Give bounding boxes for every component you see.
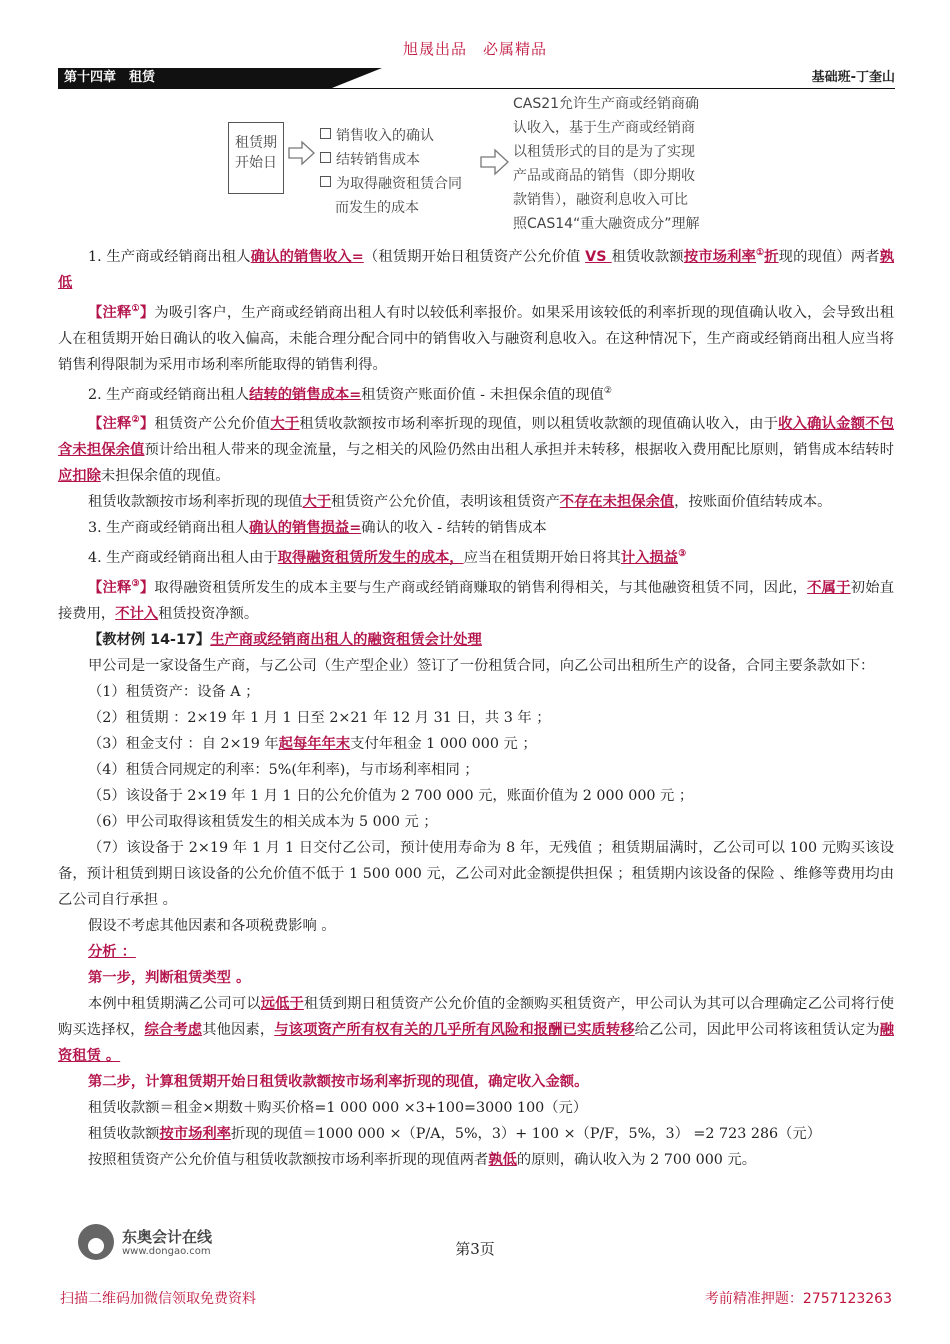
- term-1: （1）租赁资产：设备 A ；: [88, 683, 260, 700]
- flow-start-box: [228, 122, 284, 194]
- course-label: 基础班-丁奎山: [811, 70, 895, 85]
- example-intro: 甲公司是一家设备生产商，与乙公司（生产型企业）签订了一份租赁合同，向乙公司出租所生产的设备，合同主要条款如下：: [88, 657, 875, 674]
- checkbox-icon: [320, 176, 331, 187]
- page-number: 第3页: [455, 1240, 495, 1258]
- main-content: [58, 240, 894, 1173]
- chapter-title: 第十四章 租赁: [58, 68, 332, 88]
- checkbox-icon: [320, 128, 331, 139]
- right-arrow-icon: [288, 140, 316, 166]
- footer-right: 考前精准押题：2757123263: [704, 1291, 892, 1307]
- flow-item: 为取得融资租赁合同: [320, 172, 462, 196]
- flow-note: CAS21允许生产商或经销商确 认收入，基于生产商或经销商 以租赁形式的目的是为了实现 产品或商品的销售（即分期收 款销售），融资利息收入可比 照CAS14“重大融资成分”理解: [513, 96, 700, 232]
- assumption: 假设不考虑其他因素和各项税费影响 。: [88, 917, 336, 934]
- example-heading: 【教材例 14-17】生产商或经销商出租人的融资租赁会计处理: [88, 631, 482, 648]
- step-2-heading: 第二步，计算租赁期开始日租赁收款额按市场利率折现的现值，确定收入金额。: [88, 1073, 589, 1090]
- term-4: （4）租赁合同规定的利率：5%(年利率)，与市场利率相同 ；: [88, 761, 479, 778]
- flow-box-line1: 租赁期: [235, 135, 277, 151]
- note-1: 【注释①】为吸引客户，生产商或经销商出租人有时以较低利率报价。如果采用该较低的利率折现的现值确认收入，会导致出租人在租赁期开始日确认的收入偏高，未能合理分配合同中的销售收入与融资利息收入。在这种情况下，生产商或经销商出租人应当将销售利得限制为采用市场利率所能取得的销售利得。: [58, 303, 895, 373]
- term-3: （3）租金支付 ：自 2×19 年起每年年末支付年租金 1 000 000 元 ；: [88, 735, 537, 752]
- para-2: 2. 生产商或经销商出租人结转的销售成本=租赁资产账面价值 - 未担保余值的现值②: [88, 385, 612, 403]
- analysis-label: 分析 ：: [88, 943, 136, 960]
- term-5: （5）该设备于 2×19 年 1 月 1 日的公允价值为 2 700 000 元，账面价值为 2 000 000 元 ；: [88, 787, 694, 804]
- note-3: 【注释③】取得融资租赁所发生的成本主要与生产商或经销商赚取的销售利得相关，与其他融资租赁不同，因此，不属于初始直接费用，不计入租赁投资净额。: [58, 578, 895, 622]
- para-1: 1. 生产商或经销商出租人确认的销售收入=（租赁期开始日租赁资产公允价值 VS 租赁收款额按市场利率①折现的现值）两者孰低: [58, 248, 895, 291]
- term-7: （7）该设备于 2×19 年 1 月 1 日交付乙公司，预计使用寿命为 8 年，无残值 ；租赁期届满时，乙公司可以 100 元购买该设备，预计租赁到期日该设备的公允价值不低于 1 500 000 元，乙公司对此金额提供担保 ；租赁期内该设备的保险 、维修等费用均由乙公司自行承担 。: [58, 839, 894, 908]
- logo-brand: 东奥会计在线: [122, 1228, 213, 1246]
- chapter-tab-wedge: [332, 68, 382, 88]
- flow-box-line2: 开始日: [235, 155, 277, 171]
- step-1-text: 本例中租赁期满乙公司可以远低于租赁到期日租赁资产公允价值的金额购买租赁资产，甲公司认为其可以合理确定乙公司将行使购买选择权，综合考虑其他因素，与该项资产所有权有关的几乎所有风险和报酬已实质转移给乙公司，因此甲公司将该租赁认定为融资租赁 。: [58, 995, 895, 1064]
- flow-item-cont: 而发生的成本: [335, 200, 419, 216]
- para-4: 4. 生产商或经销商出租人由于取得融资租赁所发生的成本，应当在租赁期开始日将其计入损益③: [88, 549, 687, 566]
- chapter-divider: [58, 88, 895, 89]
- checkbox-icon: [320, 152, 331, 163]
- term-2: （2）租赁期 ：2×19 年 1 月 1 日至 2×21 年 12 月 31 日，共 3 年 ；: [88, 709, 551, 726]
- flow-item: 结转销售成本: [320, 148, 462, 172]
- para-3: 3. 生产商或经销商出租人确认的销售损益=确认的收入 - 结转的销售成本: [88, 520, 547, 537]
- calc-1: 租赁收款额＝租金×期数＋购买价格=1 000 000 ×3+100=3000 100（元）: [88, 1099, 588, 1116]
- header-slogan: 旭晟出品 必属精品: [402, 40, 547, 58]
- step-1-heading: 第一步，判断租赁类型 。: [88, 969, 251, 986]
- note-2: 【注释②】租赁资产公允价值大于租赁收款额按市场利率折现的现值，则以租赁收款额的现值确认收入，由于收入确认金额不包含未担保余值预计给出租人带来的现金流量，与之相关的风险仍然由出租人承担并未转移，根据收入费用配比原则，销售成本结转时应扣除未担保余值的现值。: [58, 415, 895, 485]
- calc-3: 按照租赁资产公允价值与租赁收款额按市场利率折现的现值两者孰低的原则，确认收入为 2 700 000 元。: [88, 1151, 757, 1168]
- right-arrow-icon: [480, 148, 510, 176]
- chapter-header: [58, 68, 895, 88]
- flow-items: [320, 124, 462, 220]
- logo-url: www.dongao.com: [122, 1246, 211, 1257]
- term-6: （6）甲公司取得该租赁发生的相关成本为 5 000 元 ；: [88, 813, 438, 830]
- para-extra: 租赁收款额按市场利率折现的现值大于租赁资产公允价值，表明该租赁资产不存在未担保余值，按账面价值结转成本。: [88, 494, 832, 511]
- calc-2: 租赁收款额按市场利率折现的现值＝1000 000 ×（P/A，5%，3）+ 100 ×（P/F，5%，3） =2 723 286（元）: [88, 1125, 822, 1142]
- flow-item: 销售收入的确认: [320, 124, 462, 148]
- footer-left: 扫描二维码加微信领取免费资料: [60, 1291, 256, 1307]
- flow-diagram: [0, 92, 950, 232]
